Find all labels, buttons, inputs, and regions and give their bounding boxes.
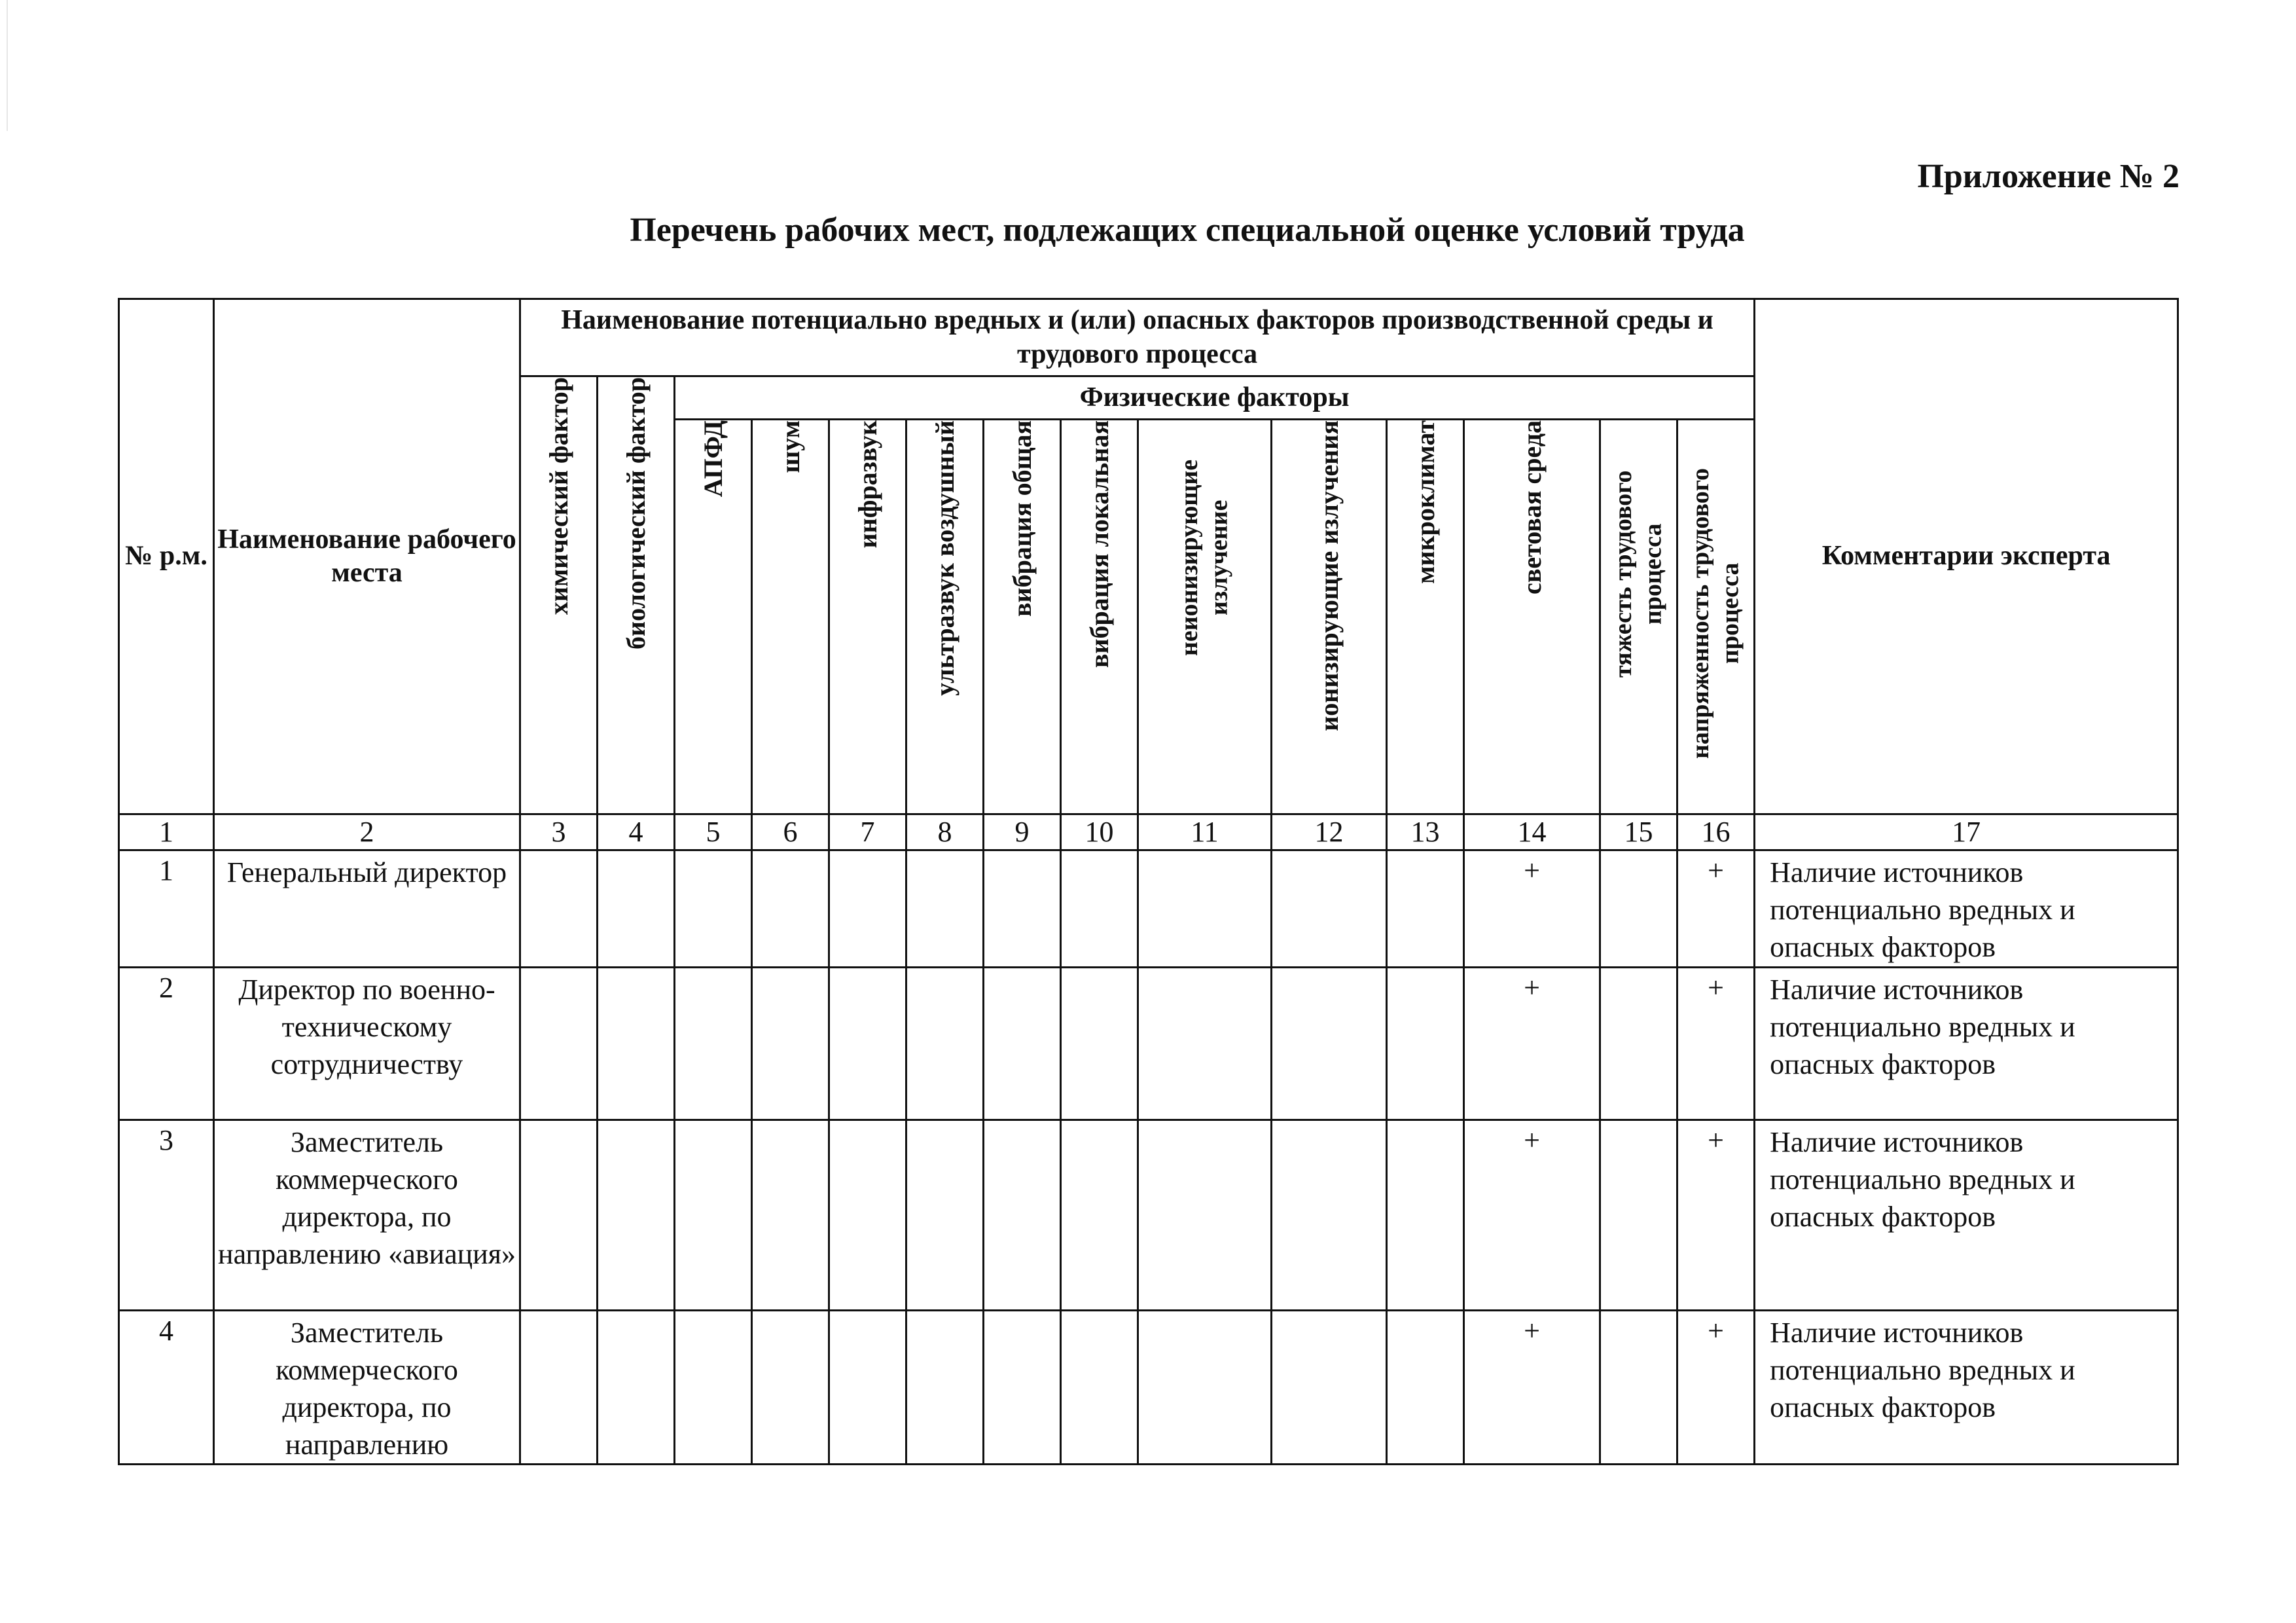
column-number: 3	[520, 814, 598, 850]
column-number: 4	[598, 814, 675, 850]
column-number: 9	[984, 814, 1061, 850]
header-apfd: АПФД	[675, 420, 752, 814]
row-number: 1	[119, 850, 214, 968]
column-number-row	[119, 814, 2178, 850]
table-row	[119, 850, 2178, 968]
column-number: 12	[1272, 814, 1387, 850]
header-noise: шум	[752, 420, 829, 814]
column-number: 14	[1464, 814, 1600, 850]
header-ionizing: ионизирующие излучения	[1272, 420, 1387, 814]
workplaces-table	[118, 298, 2179, 1465]
header-ultrasound: ультразвук воздушный	[906, 420, 984, 814]
header-expert-comments: Комментарии эксперта	[1755, 299, 2178, 814]
header-vibration-local: вибрация локальная	[1061, 420, 1138, 814]
expert-comment: Наличие источников потенциально вредных и опасных факторов	[1755, 1310, 2178, 1465]
lighting-mark: +	[1464, 1120, 1600, 1310]
scan-edge-mark	[7, 0, 8, 131]
column-number: 10	[1061, 814, 1138, 850]
column-number: 13	[1387, 814, 1464, 850]
row-number: 4	[119, 1310, 214, 1465]
workplace-name: Заместитель коммерческого директора, по направлению «авиация»	[214, 1120, 520, 1310]
row-number: 2	[119, 967, 214, 1120]
table-row	[119, 1310, 2178, 1465]
column-number: 11	[1138, 814, 1272, 850]
column-number: 1	[119, 814, 214, 850]
header-infrasound: инфразвук	[829, 420, 906, 814]
column-number: 17	[1755, 814, 2178, 850]
header-non-ionizing: неионизирующие излучение	[1138, 420, 1272, 814]
lighting-mark: +	[1464, 850, 1600, 968]
table-row	[119, 1120, 2178, 1310]
header-biological-factor: биологический фактор	[598, 376, 675, 814]
header-workplace-name: Наименование рабочего места	[214, 299, 520, 814]
intensity-mark: +	[1677, 967, 1755, 1120]
header-chemical-factor: химический фактор	[520, 376, 598, 814]
header-number: № р.м.	[119, 299, 214, 814]
header-lighting: световая среда	[1464, 420, 1600, 814]
column-number: 16	[1677, 814, 1755, 850]
appendix-label: Приложение № 2	[1917, 158, 2179, 195]
column-number: 8	[906, 814, 984, 850]
document-title: Перечень рабочих мест, подлежащих специальной оценке условий труда	[630, 211, 1745, 249]
row-number: 3	[119, 1120, 214, 1310]
workplace-name: Генеральный директор	[214, 850, 520, 968]
table-row	[119, 967, 2178, 1120]
intensity-mark: +	[1677, 850, 1755, 968]
workplace-name: Заместитель коммерческого директора, по направлению	[214, 1310, 520, 1465]
intensity-mark: +	[1677, 1120, 1755, 1310]
lighting-mark: +	[1464, 967, 1600, 1120]
column-number: 7	[829, 814, 906, 850]
header-microclimate: микроклимат	[1387, 420, 1464, 814]
workplace-name: Директор по военно-техническому сотрудничеству	[214, 967, 520, 1120]
column-number: 2	[214, 814, 520, 850]
header-vibration-general: вибрация общая	[984, 420, 1061, 814]
lighting-mark: +	[1464, 1310, 1600, 1465]
header-labor-intensity: напряженность трудового процесса	[1677, 420, 1755, 814]
column-number: 5	[675, 814, 752, 850]
header-factors-group: Наименование потенциально вредных и (или) опасных факторов производственной среды и трудового процесса	[520, 299, 1755, 376]
intensity-mark: +	[1677, 1310, 1755, 1465]
column-number: 15	[1600, 814, 1677, 850]
expert-comment: Наличие источников потенциально вредных и опасных факторов	[1755, 1120, 2178, 1310]
column-number: 6	[752, 814, 829, 850]
expert-comment: Наличие источников потенциально вредных и опасных факторов	[1755, 850, 2178, 968]
header-physical-factors: Физические факторы	[675, 376, 1755, 420]
expert-comment: Наличие источников потенциально вредных и опасных факторов	[1755, 967, 2178, 1120]
header-labor-severity: тяжесть трудового процесса	[1600, 420, 1677, 814]
